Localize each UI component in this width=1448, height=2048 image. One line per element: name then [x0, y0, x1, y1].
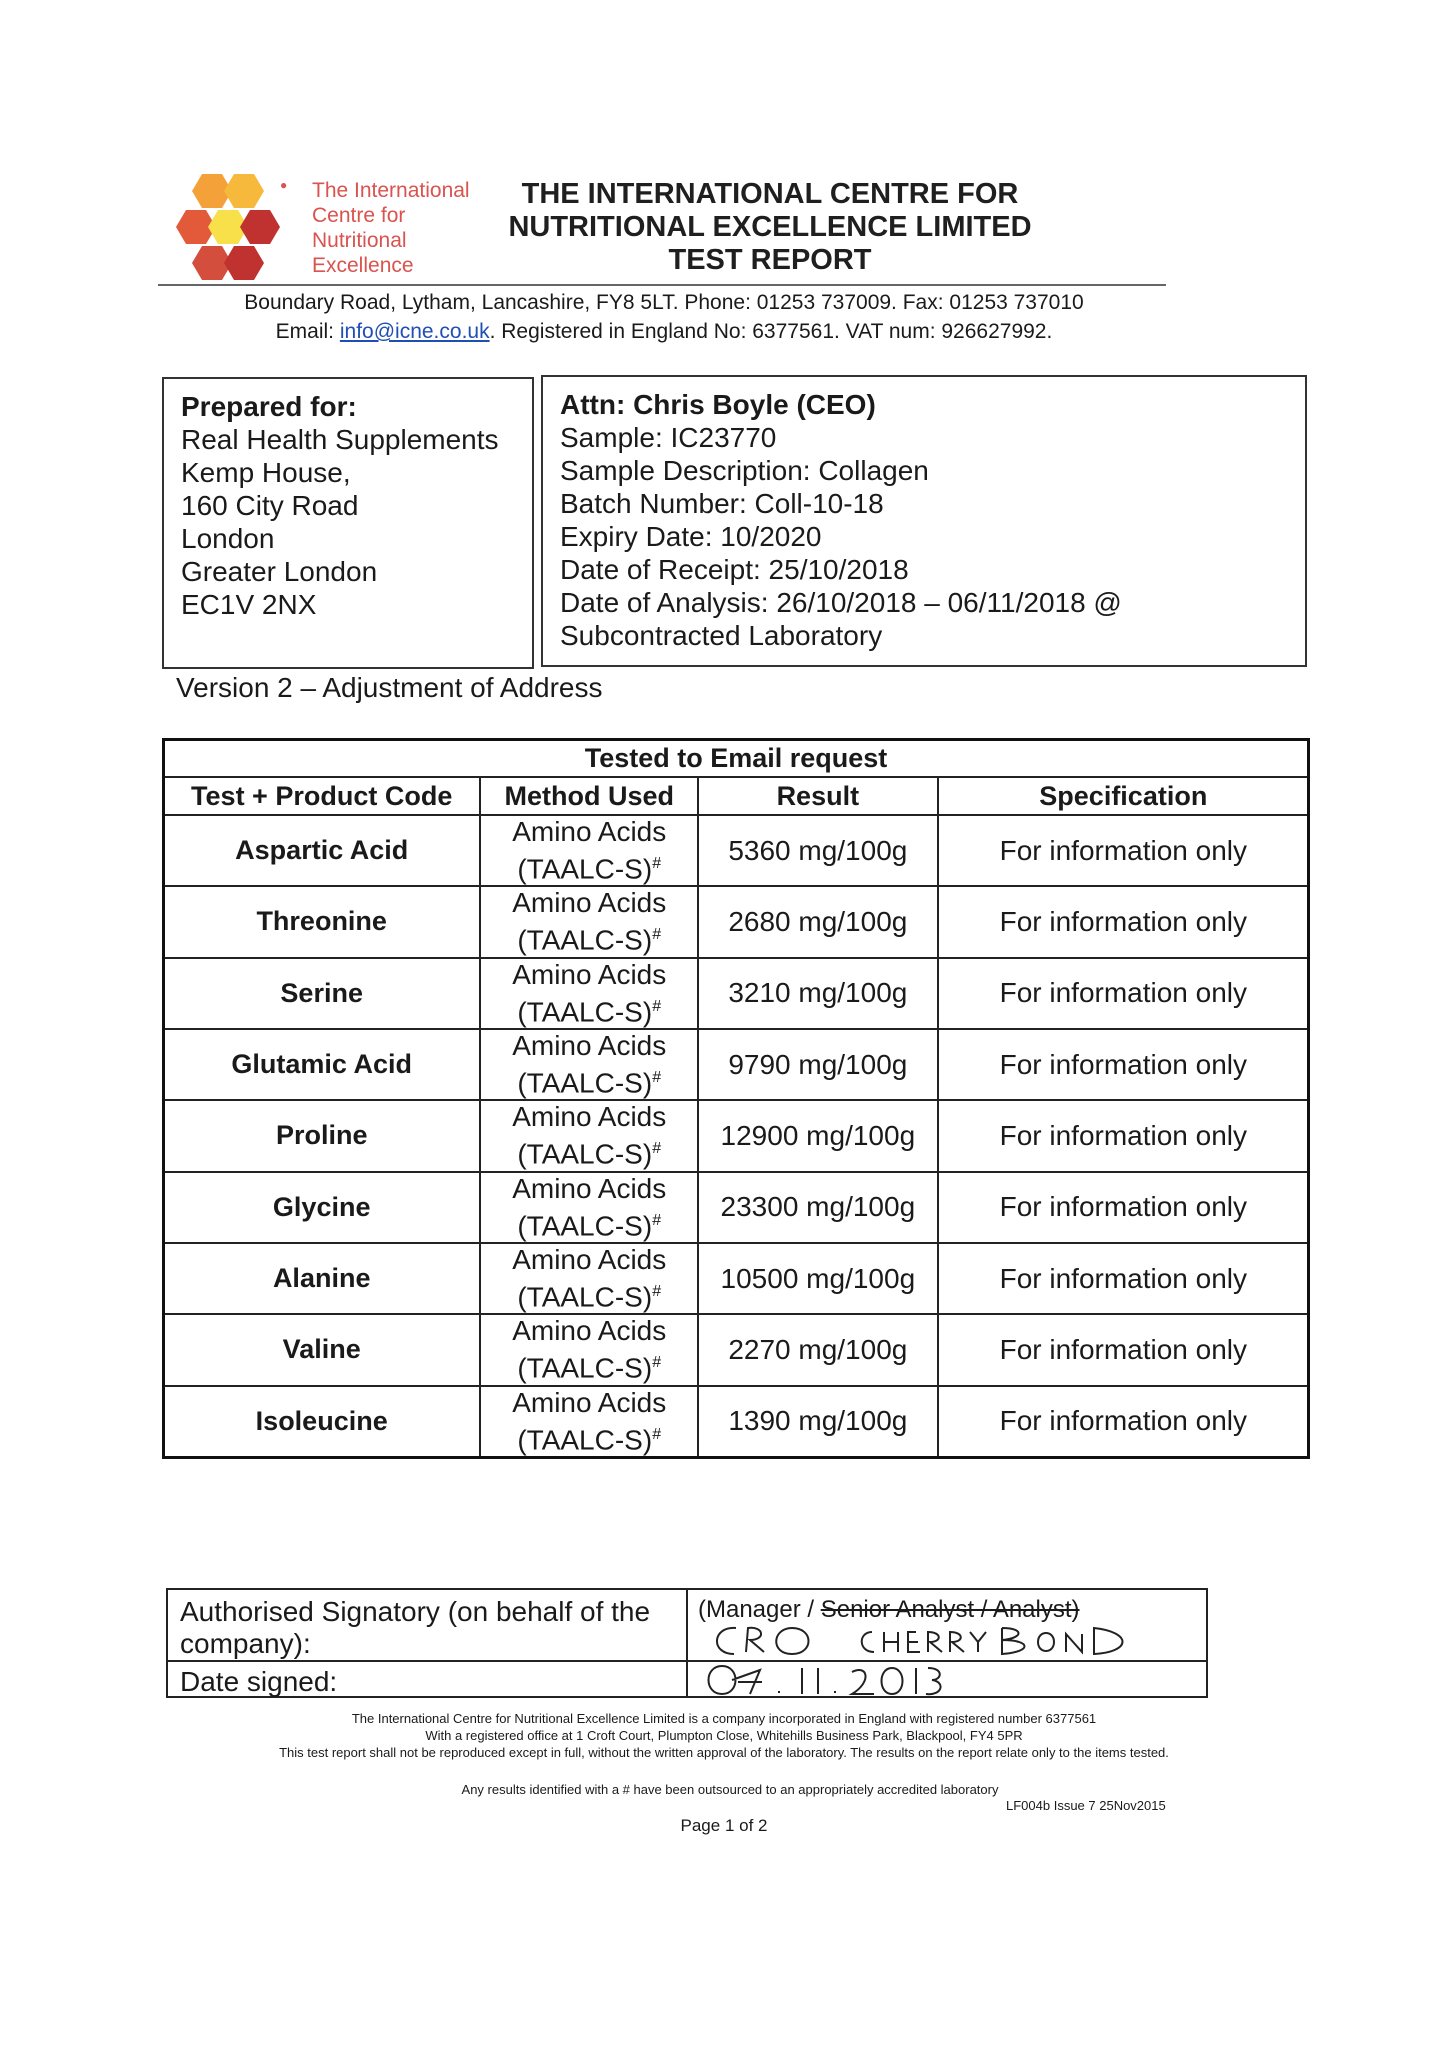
method-line: Amino Acids	[512, 1315, 667, 1347]
contact-details	[150, 288, 1178, 346]
handwritten-name	[702, 1622, 1202, 1658]
spec-cell: For information only	[938, 1100, 1309, 1171]
result-cell: 12900 mg/100g	[698, 1100, 938, 1171]
header-rule	[158, 284, 1166, 286]
page-number: Page 1 of 2	[680, 1816, 768, 1835]
outsourced-mark: #	[652, 855, 662, 872]
spec-cell: For information only	[938, 1172, 1309, 1243]
handwritten-date	[702, 1662, 942, 1698]
spec-cell: For information only	[938, 1243, 1309, 1314]
test-name: Proline	[163, 1100, 480, 1171]
attn-line: Attn: Chris Boyle (CEO)	[560, 389, 876, 420]
signatory-role	[698, 1596, 1080, 1624]
logo-hex-7	[224, 246, 264, 280]
sample-line: Date of Analysis: 26/10/2018 – 06/11/2018 @	[560, 587, 1122, 618]
method-code-text: (TAALC-S)	[517, 924, 653, 956]
table-row	[163, 1243, 1309, 1314]
spec-cell: For information only	[938, 1314, 1309, 1385]
method-line: Amino Acids	[512, 1243, 667, 1275]
method-code	[481, 1419, 697, 1456]
version-note: Version 2 – Adjustment of Address	[176, 672, 603, 703]
signature-block	[166, 1588, 1208, 1698]
outsourced-mark: #	[652, 1354, 662, 1372]
title-line: TEST REPORT	[668, 244, 872, 276]
result-cell: 2680 mg/100g	[698, 886, 938, 957]
table-row	[163, 1314, 1309, 1385]
result-cell: 3210 mg/100g	[698, 958, 938, 1029]
title-line: NUTRITIONAL EXCELLENCE LIMITED	[508, 211, 1032, 243]
test-name: Threonine	[163, 886, 480, 957]
result-cell: 23300 mg/100g	[698, 1172, 938, 1243]
role-struck: Senior Analyst / Analyst)	[820, 1596, 1080, 1623]
form-code: LF004b Issue 7 25Nov2015	[1006, 1798, 1166, 1813]
footer-company: The International Centre for Nutritional Excellence Limited is a company incorporated in England with registered number 6377561	[351, 1711, 1097, 1726]
method-line: Amino Acids	[512, 1386, 667, 1418]
registration-text: . Registered in England No: 6377561. VAT num: 926627992.	[489, 320, 1053, 343]
spec-cell: For information only	[938, 815, 1309, 886]
spec-cell: For information only	[938, 886, 1309, 957]
result-cell: 1390 mg/100g	[698, 1386, 938, 1457]
header-method: Method Used	[480, 777, 698, 815]
method-line: Amino Acids	[512, 816, 667, 847]
method-code	[481, 1347, 697, 1384]
test-name: Isoleucine	[163, 1386, 480, 1457]
email-link[interactable]: info@icne.co.uk	[339, 320, 490, 343]
outsourced-mark: #	[652, 1211, 662, 1229]
sample-line: Sample: IC23770	[560, 422, 777, 453]
method-code-text: (TAALC-S)	[517, 1138, 653, 1170]
test-name: Valine	[163, 1314, 480, 1385]
sample-line: Date of Receipt: 25/10/2018	[560, 554, 909, 585]
method-code-text: (TAALC-S)	[517, 995, 653, 1027]
sample-line: Subcontracted Laboratory	[560, 620, 883, 651]
address-line: Boundary Road, Lytham, Lancashire, FY8 5LT. Phone: 01253 737009. Fax: 01253 737010	[244, 291, 1084, 314]
method-code	[481, 1276, 697, 1313]
header-result: Result	[698, 777, 938, 815]
test-name: Alanine	[163, 1243, 480, 1314]
method-code	[481, 919, 697, 956]
result-cell: 9790 mg/100g	[698, 1029, 938, 1100]
role-prefix: (Manager /	[698, 1596, 821, 1623]
footer-disclaimer: This test report shall not be reproduced except in full, without the written approval of the laboratory. The results on the report relate only to the items tested.	[279, 1745, 1169, 1760]
email-label: Email:	[275, 320, 340, 343]
client-line: Greater London	[181, 556, 378, 587]
client-line: 160 City Road	[181, 490, 359, 521]
result-cell: 2270 mg/100g	[698, 1314, 938, 1385]
outsourced-mark: #	[652, 1425, 662, 1443]
method-cell	[480, 1386, 698, 1457]
table-row	[163, 886, 1309, 957]
method-cell	[480, 1172, 698, 1243]
sample-line: Expiry Date: 10/2020	[560, 521, 822, 552]
test-name: Glutamic Acid	[163, 1029, 480, 1100]
table-row	[163, 815, 1309, 886]
test-name: Serine	[163, 958, 480, 1029]
method-line: Amino Acids	[512, 1029, 667, 1061]
registered-mark: ●	[280, 178, 288, 192]
sample-line: Sample Description: Collagen	[560, 455, 929, 486]
method-cell	[480, 1029, 698, 1100]
client-line: London	[181, 523, 275, 554]
test-name: Aspartic Acid	[163, 815, 480, 886]
table-row	[163, 1172, 1309, 1243]
header-spec: Specification	[938, 777, 1309, 815]
method-line: Amino Acids	[512, 887, 667, 919]
logo-line: The International	[312, 179, 470, 202]
method-cell	[480, 815, 698, 886]
table-row	[163, 958, 1309, 1029]
method-cell	[480, 1100, 698, 1171]
outsourced-mark: #	[652, 1140, 662, 1158]
prepared-for-box	[162, 377, 534, 669]
logo-line: Centre for	[312, 204, 406, 227]
results-table	[162, 738, 1310, 1458]
method-line: Amino Acids	[512, 958, 667, 990]
method-code	[481, 1133, 697, 1170]
test-name: Glycine	[163, 1172, 480, 1243]
title-line: THE INTERNATIONAL CENTRE FOR	[521, 178, 1019, 210]
email-line	[150, 317, 1178, 346]
report-title	[500, 178, 1040, 277]
logo-line: Nutritional	[312, 229, 407, 252]
method-code-text: (TAALC-S)	[517, 1209, 653, 1241]
signature-labels	[168, 1590, 688, 1696]
sample-info-box	[541, 375, 1307, 667]
method-cell	[480, 1243, 698, 1314]
method-code-text: (TAALC-S)	[517, 1281, 653, 1313]
result-cell: 5360 mg/100g	[698, 815, 938, 886]
spec-cell: For information only	[938, 958, 1309, 1029]
logo-hex-5	[240, 210, 280, 244]
method-cell	[480, 886, 698, 957]
outsourced-mark: #	[652, 1068, 662, 1086]
method-code	[481, 991, 697, 1028]
logo-wordmark	[312, 178, 470, 278]
prepared-for-heading: Prepared for:	[181, 391, 357, 422]
client-line: Kemp House,	[181, 457, 351, 488]
client-line: Real Health Supplements	[181, 424, 499, 455]
method-cell	[480, 1314, 698, 1385]
outsourced-mark: #	[652, 1282, 662, 1300]
method-code	[481, 1205, 697, 1242]
date-signed-label: Date signed:	[180, 1666, 338, 1697]
method-line: Amino Acids	[512, 1101, 667, 1133]
sample-line: Batch Number: Coll-10-18	[560, 488, 884, 519]
method-code-text: (TAALC-S)	[517, 1423, 653, 1455]
result-cell: 10500 mg/100g	[698, 1243, 938, 1314]
logo-hex-2	[224, 174, 264, 208]
header-test: Test + Product Code	[163, 777, 480, 815]
method-cell	[480, 958, 698, 1029]
footer-office: With a registered office at 1 Croft Court, Plumpton Close, Whitehills Business Park, Blackpool, FY4 5PR	[425, 1728, 1023, 1743]
method-code-text: (TAALC-S)	[517, 1067, 653, 1099]
table-row	[163, 1029, 1309, 1100]
footer-outsourced-note: Any results identified with a # have been outsourced to an appropriately accredited laboratory	[461, 1782, 999, 1797]
signatory-label: Authorised Signatory (on behalf of the company):	[180, 1596, 651, 1659]
method-code	[481, 848, 697, 885]
method-code	[481, 1062, 697, 1099]
logo-line: Excellence	[312, 254, 414, 277]
table-caption: Tested to Email request	[163, 739, 1309, 777]
method-code-text: (TAALC-S)	[517, 1352, 653, 1384]
spec-cell: For information only	[938, 1386, 1309, 1457]
method-code-text: (TAALC-S)	[517, 853, 653, 885]
spec-cell: For information only	[938, 1029, 1309, 1100]
outsourced-mark: #	[652, 997, 662, 1015]
outsourced-mark: #	[652, 926, 662, 944]
method-line: Amino Acids	[512, 1172, 667, 1204]
table-row	[163, 1386, 1309, 1457]
table-row	[163, 1100, 1309, 1171]
client-line: EC1V 2NX	[181, 589, 317, 620]
